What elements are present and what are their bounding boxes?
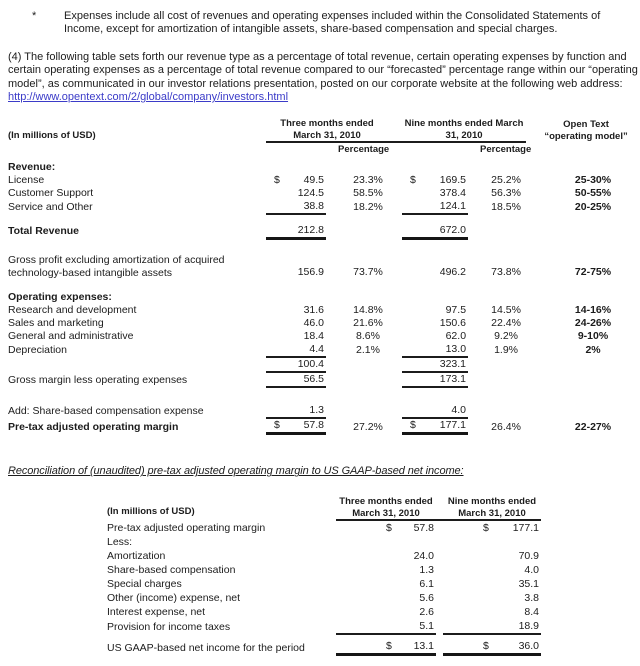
table-row — [8, 200, 632, 214]
row-label: Customer Support — [8, 187, 94, 200]
header-gap — [388, 114, 402, 142]
model-cell: 9-10% — [577, 330, 609, 343]
pct-cell: 58.5% — [353, 187, 383, 200]
value-cell: 173.1 — [402, 372, 468, 387]
model-cell: 14-16% — [574, 304, 612, 317]
pct-cell: 26.4% — [491, 420, 521, 433]
intro-paragraph — [8, 51, 640, 105]
value-cell: $ 177.1 — [483, 522, 539, 535]
value-cell: 124.1 — [402, 200, 468, 214]
pct-cell: 73.7% — [353, 266, 383, 279]
intro-paragraph-text: (4) The following table sets forth our revenue type as a percentage of total revenue, certain operating expenses by function and certain operating expenses as a percentage of total revenue compared to our “forecasted” percentage range within our “operating model”, as communicated in our investor relations presentation, posted on our corporate website at the following web address: — [8, 50, 638, 90]
row-label: Gross profit excluding amortization of acquired technology-based intangible assets — [8, 254, 225, 279]
row-label: Research and development — [8, 304, 137, 317]
table-row — [8, 291, 632, 304]
value-cell: 97.5 — [445, 304, 467, 317]
model-cell: 20-25% — [574, 201, 612, 214]
row-label: Operating expenses: — [8, 291, 112, 304]
row-label: Total Revenue — [8, 225, 79, 238]
table-row — [8, 253, 632, 279]
table-row — [107, 563, 541, 577]
pct-cell: 18.2% — [353, 201, 383, 214]
table-row — [107, 605, 541, 619]
value-cell: 18.4 — [303, 330, 324, 343]
table-row — [107, 549, 541, 563]
row-label: License — [8, 174, 45, 187]
row-label: Revenue: — [8, 161, 56, 174]
value-cell: 13.0 — [402, 343, 468, 357]
table-row — [8, 330, 632, 343]
dollar-sign: $ — [274, 419, 280, 432]
value-cell: 100.4 — [266, 357, 326, 372]
value-cell: 38.8 — [266, 200, 326, 214]
value-cell: 3.8 — [524, 592, 539, 605]
percentage-header-2: Percentage — [480, 144, 532, 156]
footnote — [32, 10, 636, 37]
pct-cell: 27.2% — [353, 420, 383, 433]
investors-link[interactable]: http://www.opentext.com/2/global/company/investors.html — [8, 91, 289, 104]
value-cell: 496.2 — [439, 266, 467, 279]
value-cell: 212.8 — [266, 223, 326, 238]
table-row — [8, 187, 632, 200]
table-header-row — [8, 114, 632, 142]
model-cell: 24-26% — [574, 317, 612, 330]
value-cell: 5.1 — [336, 619, 436, 634]
table-row — [8, 161, 632, 174]
value-cell: 5.6 — [419, 592, 434, 605]
dollar-sign: $ — [483, 522, 489, 535]
row-label: Pre-tax adjusted operating margin — [107, 522, 266, 535]
pct-cell: 14.8% — [353, 304, 383, 317]
value-cell: 70.9 — [518, 550, 539, 563]
col-header-nine-months: Nine months ended March 31, 2010 — [443, 494, 541, 520]
pct-cell: 23.3% — [353, 174, 383, 187]
row-label: Interest expense, net — [107, 606, 206, 619]
value-cell: 672.0 — [402, 223, 468, 238]
value-cell: 46.0 — [303, 317, 324, 330]
pct-cell: 1.9% — [494, 344, 518, 357]
pct-cell: 14.5% — [491, 304, 521, 317]
table-header-row — [107, 494, 541, 520]
value-cell: 35.1 — [518, 578, 539, 591]
table-row — [8, 304, 632, 317]
table-row — [107, 634, 541, 655]
percentage-header-1: Percentage — [338, 144, 390, 156]
value-cell: $ 57.8 — [266, 418, 326, 434]
pct-cell: 9.2% — [494, 330, 518, 343]
table-row — [107, 591, 541, 605]
row-label: Share-based compensation — [107, 564, 236, 577]
row-label: Service and Other — [8, 201, 93, 214]
row-label: Amortization — [107, 550, 166, 563]
table-row — [107, 535, 541, 549]
revenue-operating-model-table — [8, 114, 632, 435]
value-cell: 4.0 — [402, 404, 468, 418]
value-cell: 156.9 — [297, 266, 324, 279]
col-header-three-months: Three months ended March 31, 2010 — [336, 494, 436, 520]
table-row — [8, 357, 632, 372]
value-cell: $ 36.0 — [443, 634, 541, 655]
table-row — [107, 520, 541, 535]
table-row — [8, 223, 632, 238]
table-row — [8, 418, 632, 434]
row-label: Depreciation — [8, 344, 67, 357]
value-cell: $ 177.1 — [402, 418, 468, 434]
value-cell: 2.6 — [419, 606, 434, 619]
row-label: Add: Share-based compensation expense — [8, 405, 204, 418]
row-label: Other (income) expense, net — [107, 592, 241, 605]
value-cell: 18.9 — [443, 619, 541, 634]
pct-cell: 21.6% — [353, 317, 383, 330]
row-label: Provision for income taxes — [107, 621, 231, 634]
footnote-text: Expenses include all cost of revenues and operating expenses included within the Consolidated Statements of Income, except for amortization of intangible assets, share-based compensation and special charges. — [64, 10, 601, 36]
pct-cell: 73.8% — [491, 266, 521, 279]
value-cell: 4.4 — [266, 343, 326, 357]
model-cell: 72-75% — [574, 266, 612, 279]
reconciliation-heading: Reconciliation of (unaudited) pre-tax adjusted operating margin to US GAAP-based net income: — [8, 465, 464, 478]
pct-cell: 25.2% — [491, 174, 521, 187]
row-label: Less: — [107, 536, 133, 549]
pct-cell: 18.5% — [491, 201, 521, 214]
model-cell: 2% — [585, 344, 601, 357]
table-subheader-row — [8, 142, 632, 156]
value-cell: 4.0 — [524, 564, 539, 577]
units-label: (In millions of USD) — [8, 130, 96, 142]
value-cell: $ 49.5 — [274, 174, 324, 187]
value-cell: 8.4 — [524, 606, 539, 619]
value-cell: 62.0 — [445, 330, 467, 343]
dollar-sign: $ — [274, 174, 280, 187]
dollar-sign: $ — [410, 419, 416, 432]
col-header-operating-model-text: Open Text “operating model” — [544, 119, 628, 142]
units-label: (In millions of USD) — [107, 506, 195, 518]
row-label: Pre-tax adjusted operating margin — [8, 420, 179, 433]
table-row — [107, 577, 541, 591]
col-header-operating-model — [544, 114, 632, 142]
dollar-sign: $ — [410, 174, 416, 187]
value-cell: 6.1 — [419, 578, 434, 591]
value-cell: 1.3 — [266, 404, 326, 418]
value-cell: 31.6 — [303, 304, 324, 317]
reconciliation-table — [107, 494, 541, 656]
row-label: Special charges — [107, 578, 182, 591]
value-cell: $ 169.5 — [410, 174, 467, 187]
row-label: Sales and marketing — [8, 317, 104, 330]
value-cell: 56.5 — [266, 372, 326, 387]
table-row — [8, 317, 632, 330]
col-header-nine-months: Nine months ended March 31, 2010 — [402, 114, 526, 142]
model-cell: 50-55% — [574, 187, 612, 200]
value-cell: 124.5 — [297, 187, 324, 200]
value-cell: 378.4 — [439, 187, 467, 200]
pct-cell: 22.4% — [491, 317, 521, 330]
dollar-sign: $ — [483, 640, 489, 653]
table-row — [8, 174, 632, 187]
value-cell: $ 57.8 — [386, 522, 434, 535]
pct-cell: 2.1% — [356, 344, 380, 357]
footnote-marker: * — [32, 10, 37, 22]
value-cell: 150.6 — [439, 317, 467, 330]
table-row — [8, 343, 632, 357]
model-cell: 25-30% — [574, 174, 612, 187]
dollar-sign: $ — [386, 640, 392, 653]
value-cell: 1.3 — [419, 564, 434, 577]
value-cell: $ 13.1 — [336, 634, 436, 655]
table-row — [8, 372, 632, 387]
col-header-three-months: Three months ended March 31, 2010 — [266, 114, 388, 142]
dollar-sign: $ — [386, 522, 392, 535]
pct-cell: 8.6% — [356, 330, 380, 343]
table-row — [107, 619, 541, 634]
value-cell: 323.1 — [402, 357, 468, 372]
pct-cell: 56.3% — [491, 187, 521, 200]
row-label: Gross margin less operating expenses — [8, 374, 188, 387]
model-cell: 22-27% — [574, 420, 612, 433]
value-cell: 24.0 — [413, 550, 434, 563]
table-row — [8, 404, 632, 418]
row-label: General and administrative — [8, 330, 134, 343]
row-label: US GAAP-based net income for the period — [107, 641, 305, 654]
